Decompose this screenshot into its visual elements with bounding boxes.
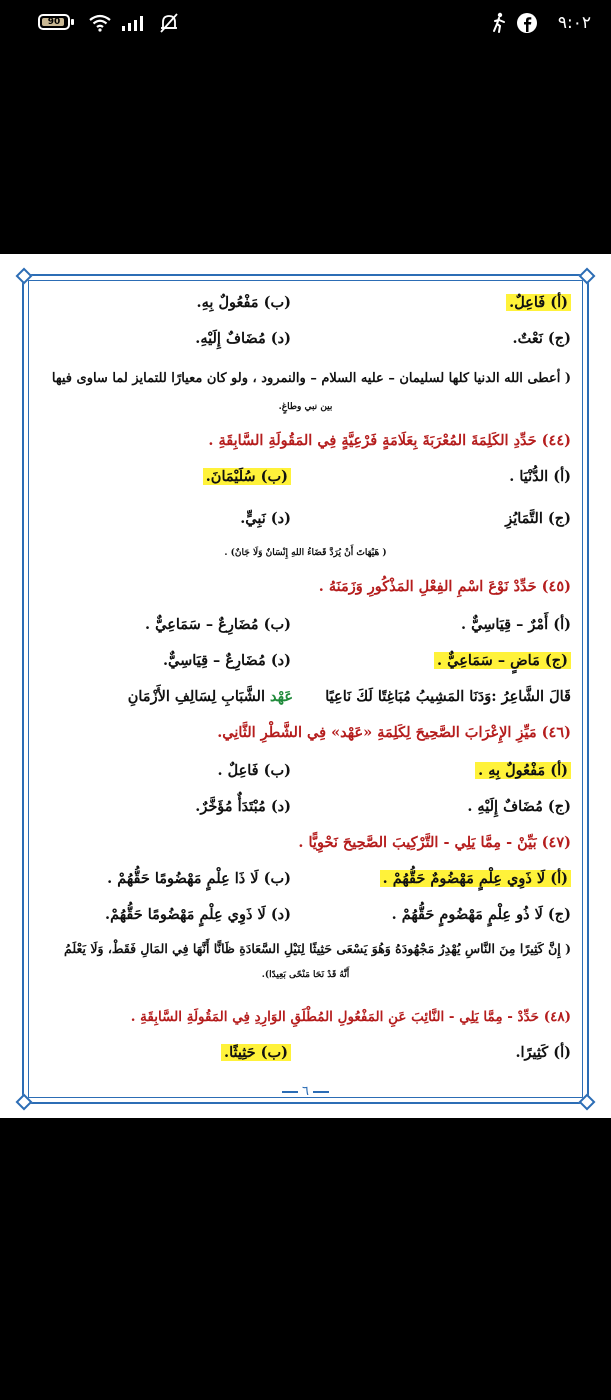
option-44-a: (أ) الدُّنْيَا . (509, 468, 571, 485)
question-48: (٤٨) حَدِّدْ - مِمَّا يَلِي - النَّائِبَ عَنِ المَفْعُولِ المُطْلَقِ الوَارِدِ فِي المَقُولَةِ السَّابِقَةِ . (130, 1009, 571, 1025)
question-44: (٤٤) حَدِّدِ الكَلِمَةَ المُعْرَبَةَ بِعَلَامَةٍ فَرْعِيَّةٍ فِي المَقُولَةِ السَّابِقَةِ . (208, 432, 571, 449)
option-47-d: (د) لَا ذَوِي عِلْمٍ مَهْضُومًا حَقُّهُمْ. (105, 906, 291, 923)
option-43-d: (د) مُضَافٌ إِلَيْهِ. (195, 330, 291, 347)
option-45-a: (أ) أَمْرٌ – قِيَاسِيٌّ . (461, 616, 571, 633)
question-45: (٤٥) حَدِّدْ نَوْعَ اسْمِ الفِعْلِ المَذْكُورِ وَزَمَنَهُ . (318, 578, 571, 595)
facebook-icon (516, 12, 538, 34)
option-45-d: (د) مُضَارِعٌ – قِيَاسِيٌّ. (163, 652, 291, 669)
clock: ٩:٠٢ (557, 13, 591, 33)
option-48-b: (ب) حَثِيثًا. (221, 1042, 291, 1064)
option-44-d: (د) نَبِيٍّ. (240, 510, 291, 527)
option-44-b: (ب) سُلَيْمَانَ. (203, 466, 291, 488)
accessibility-icon (490, 12, 508, 34)
option-43-a: (أ) فَاعِلٌ. (506, 292, 571, 314)
wifi-icon (88, 14, 112, 32)
poem-second-hemistich: عَهْد الشَّبَابِ لِسَالِفِ الأَزْمَانِ (127, 688, 293, 705)
battery-level: 90 (47, 17, 61, 27)
option-43-b: (ب) مَفْعُولٌ بِهِ. (196, 294, 291, 311)
passage-3-line-2: أَنَّهُ قَدْ نَحَا مَنْحًى بَعِيدًا). (261, 970, 350, 980)
option-47-c: (ج) لَا ذُو عِلْمٍ مَهْضُومٍ حَقُّهُمْ . (391, 906, 571, 923)
battery-icon (38, 14, 70, 30)
poem-green-word: عَهْد (270, 688, 293, 705)
option-44-c: (ج) التَّمَايُزِ (505, 510, 571, 527)
option-46-c: (ج) مُضَافٌ إِلَيْهِ . (467, 798, 571, 815)
option-47-a: (أ) لَا ذَوِي عِلْمٍ مَهْضُومٌ حَقُّهُمْ . (380, 868, 571, 890)
passage-2: ( هَيْهَاتَ أَنْ يُرَدَّ قَضَاءُ اللهِ إِنْسَانٌ وَلَا جَانٌ) . (224, 548, 387, 558)
notifications-off-icon (158, 12, 180, 34)
passage-1-line-1: ( أعطى الله الدنيا كلها لسليمان – عليه السلام – والنمرود ، ولو كان معيارًا للتمايز لما ساوى فيها (51, 371, 571, 386)
option-46-d: (د) مُبْتَدَأٌ مُؤَخَّرٌ. (195, 798, 291, 815)
question-46: (٤٦) مَيِّزِ الإِعْرَابَ الصَّحِيحَ لِكَلِمَةِ «عَهْد» فِي الشَّطْرِ الثَّانِي. (217, 724, 571, 741)
option-45-b: (ب) مُضَارِعٌ – سَمَاعِيٌّ . (145, 616, 291, 633)
option-45-c: (ج) مَاضٍ – سَمَاعِيٌّ . (434, 650, 571, 672)
option-48-a: (أ) كَثِيرًا. (515, 1044, 571, 1061)
option-47-b: (ب) لَا ذَا عِلْمٍ مَهْضُومًا حَقُّهُمْ . (107, 870, 291, 887)
passage-1-line-2: بين نبي وطاغٍ. (278, 402, 333, 412)
signal-icon (120, 14, 150, 32)
option-46-a: (أ) مَفْعُولٌ بِهِ . (475, 760, 571, 782)
passage-3-line-1: ( إِنَّ كَثِيرًا مِنَ النَّاسِ يُهْدِرُ مَجْهُودَهُ وَهُوَ يَسْعَى حَثِيثًا لِنَيْلِ السَّعَادَةِ ظَانًّا أَنَّهَا فِي المَالِ فَقَطْ، وَلَا يَعْلَمُ (64, 941, 571, 956)
option-43-c: (ج) نَعْتٌ. (512, 330, 571, 347)
option-46-b: (ب) فَاعِلٌ . (217, 762, 291, 779)
poem-first-hemistich: قَالَ الشَّاعِرُ :وَدَنَا المَشِيبُ مُبَاغِتًا لَكَ نَاعِيًا (325, 688, 571, 705)
status-bar (0, 0, 611, 50)
document-page (0, 254, 611, 1118)
question-47: (٤٧) بَيِّنْ - مِمَّا يَلِي - التَّرْكِيبَ الصَّحِيحَ نَحْوِيًّا . (298, 834, 571, 851)
page-number: ٦ (0, 1084, 611, 1099)
